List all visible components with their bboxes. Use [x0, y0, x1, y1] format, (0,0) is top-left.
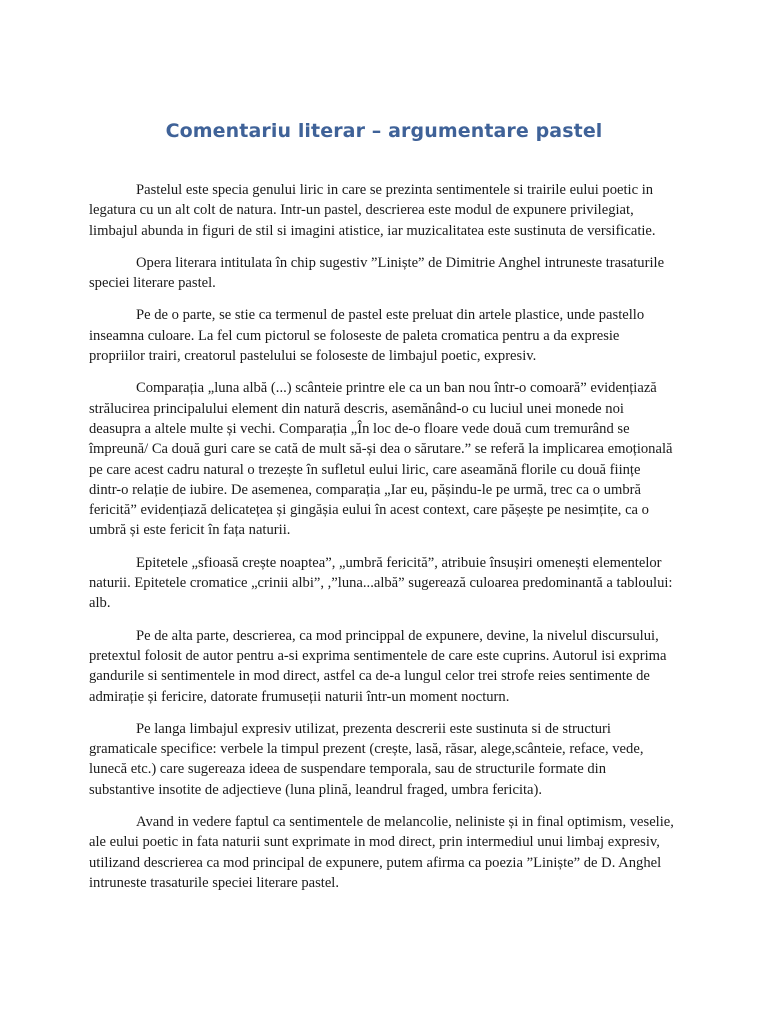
paragraph-4: Comparația „luna albă (...) scânteie printre ele ca un ban nou într-o comoară” evidențiază strălucirea principalului element din natură descris, asemănând-o cu luciul unei monede noi deasupra a altele multe și vechi. Comparația „În loc de-o floare vede două cum tremurând se împreună/ Ca două guri care se cată de mult să-și dea o sărutare.” se referă la implicarea emoțională pe care acest cadru natural o trezește în sufletul eului liric, care aseamănă florile cu două ființe dintr-o relație de iubire. De asemenea, comparația „Iar eu, pășindu-le pe urmă, trec ca o umbră fericită” evidențiază delicatețea și gingășia eului în acest context, care pășește pe nesimțite, ca o umbră și este fericit în fața naturii.	[89, 380, 673, 539]
paragraph-1: Pastelul este specia genului liric in care se prezinta sentimentele si trairile eului poetic in legatura cu un alt colt de natura. Intr-un pastel, descrierea este modul de expunere privilegiat, limbajul abunda in figuri de stil si imagini atistice, iar muzicalitatea este sustinuta de versificatie.	[89, 182, 656, 239]
paragraph-2: Opera literara intitulata în chip sugestiv ”Liniște” de Dimitrie Anghel intruneste trasaturile speciei literare pastel.	[89, 254, 665, 292]
document-body	[89, 180, 675, 905]
paragraph-6: Pe de alta parte, descrierea, ca mod princippal de expunere, devine, la nivelul discursului, pretextul folosit de autor pentru a-si exprima sentimentele de care este cuprins. Autorul isi exprima gandurile si sentimentele in mod direct, astfel ca de-a lungul celor trei strofe reies sentimente de admirație și fericire, datorate frumuseții naturii într-un moment nocturn.	[89, 627, 667, 705]
paragraph-3: Pe de o parte, se stie ca termenul de pastel este preluat din artele plastice, unde pastello inseamna culoare. La fel cum pictorul se foloseste de paleta cromatica pentru a da expresie propriilor trairi, creatorul pastelului se foloseste de limbajul poetic, expresiv.	[89, 307, 645, 365]
paragraph-7: Pe langa limbajul expresiv utilizat, prezenta descrerii este sustinuta si de structuri gramaticale specifice: verbele la timpul prezent (crește, lasă, răsar, alege,scânteie, reface, vede, lunecă etc.) care sugereaza ideea de suspendare temporala, sau de structurile formate din substantive insotite de adjectieve (luna plină, leandrul fraged, umbra fericita).	[89, 720, 644, 798]
document-title: Comentariu literar – argumentare pastel	[165, 120, 603, 142]
paragraph-8: Avand in vedere faptul ca sentimentele de melancolie, neliniste și in final optimism, veselie, ale eului poetic in fata naturii sunt exprimate in mod direct, prin intermediul unui limbaj expresiv, utilizand descrierea ca mod principal de expunere, putem afirma ca poezia ”Liniște” de D. Anghel intruneste trasaturile speciei literare pastel.	[89, 814, 674, 891]
paragraph-5: Epitetele „sfioasă crește noaptea”, „umbră fericită”, atribuie însușiri omenești elementelor naturii. Epitetele cromatice „crinii albi”, ,”luna...albă” sugerează culoarea predominantă a tabloului: alb.	[89, 554, 673, 612]
